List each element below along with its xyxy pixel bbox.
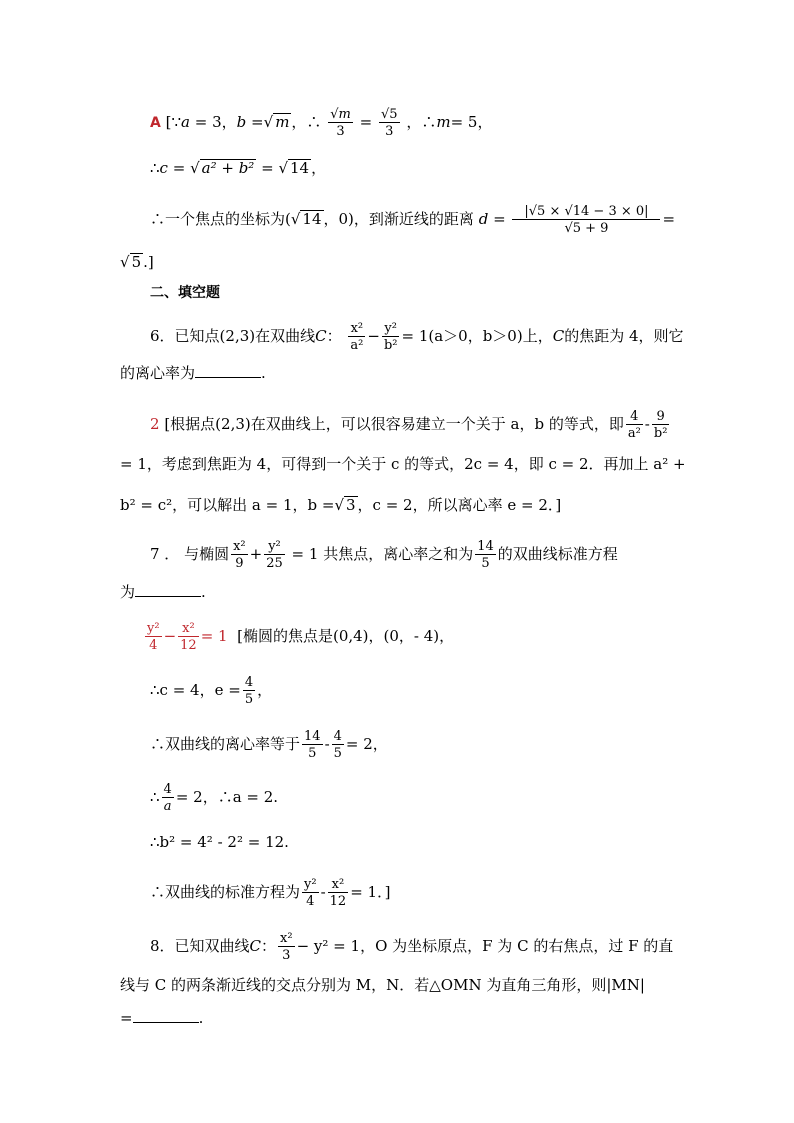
answer-blank <box>195 363 261 378</box>
answer-blank <box>135 582 201 597</box>
q7-step-3: ∴ $\frac{4}{a}$ = 2，∴a = 2. <box>150 782 279 814</box>
q7-step-2: ∴双曲线的离心率等于 $\frac{14}{5}$ - $\frac{4}{5}$ = 2， <box>150 729 388 761</box>
q7-answer-line-1: $\frac{\text{y²}}{4}$ − $\frac{\text{x²}}{12}$ = 1 [椭圆的焦点是(0,4)，(0，- 4)， <box>147 621 455 653</box>
answer-value: 2 <box>150 415 160 433</box>
fraction: $\frac{√5}{3}$ <box>380 107 398 139</box>
q5-answer-line-1: A [∵a = 3，b =√ m ，∴ $\frac{√m}{3}$ = $\frac{√5}{3}$ ，∴m= 5， <box>150 107 493 139</box>
fraction: $\frac{√m}{3}$ <box>330 107 351 139</box>
q5-answer-line-3: ∴一个焦点的坐标为(√ 14 ，0)，到渐近线的距离 d = $\frac{|√5 \times √14 - 3 \times 0|}{√5 + 9}$ = <box>150 204 676 236</box>
q8-question-line-3: = . <box>120 1009 204 1027</box>
q6-question-line-1: 6．已知点(2,3)在双曲线C： $\frac{\text{x²}}{\text{a²}}$ − $\frac{\text{y²}}{\text{b²}}$ = 1(a＞0，b＞0)上，C的焦距为 4，则它 <box>150 321 684 353</box>
q7-step-1: ∴c = 4，e = $\frac{4}{5}$ ， <box>150 675 273 707</box>
q7-step-5: ∴双曲线的标准方程为 $\frac{\text{y²}}{4}$ - $\frac{\text{x²}}{12}$ = 1．] <box>150 877 391 909</box>
q6-question-line-2: 的离心率为 . <box>120 364 266 382</box>
answer-blank <box>133 1008 199 1023</box>
q6-answer-line-1: 2 [根据点(2,3)在双曲线上，可以很容易建立一个关于 a，b 的等式，即 $\frac{4}{\text{a²}}$ - $\frac{9}{\text{b²}}$ <box>150 409 668 441</box>
q8-question-line-2: 线与 C 的两条渐近线的交点分别为 M，N．若△OMN 为直角三角形，则|MN| <box>120 976 645 994</box>
q7-question-line-2: 为 . <box>120 583 206 601</box>
q7-question-line-1: 7 ． 与椭圆 $\frac{\text{x²}}{9}$ + $\frac{\text{y²}}{25}$ = 1 共焦点，离心率之和为 $\frac{14}{5}$ 的双曲线标准方程 <box>150 539 618 571</box>
q5-answer-line-2: ∴c = √ a² + b² = √ 14 ， <box>150 159 327 177</box>
q6-answer-line-3: b² = c²，可以解出 a = 1，b =√ 3 ，c = 2，所以离心率 e = 2．] <box>120 496 562 514</box>
distance-fraction: $\frac{|√5 \times √14 - 3 \times 0|}{√5 + 9}$ <box>512 205 660 235</box>
q8-question-line-1: 8．已知双曲线C： $\frac{\text{x²}}{3}$ − y² = 1，O 为坐标原点，F 为 C 的右焦点，过 F 的直 <box>150 931 674 963</box>
q7-step-4: ∴b² = 4² - 2² = 12. <box>150 833 289 851</box>
answer-letter: A <box>150 115 161 131</box>
section-heading: 二、填空题 <box>150 285 220 301</box>
q5-answer-line-4: √ 5 .] <box>120 253 154 271</box>
q6-answer-line-2: = 1，考虑到焦距为 4，可得到一个关于 c 的等式，2c = 4，即 c = 2．再加上 a² + <box>120 455 686 473</box>
sqrt-m: m <box>275 113 290 131</box>
sqrt-expression: a² + b² <box>201 159 255 177</box>
